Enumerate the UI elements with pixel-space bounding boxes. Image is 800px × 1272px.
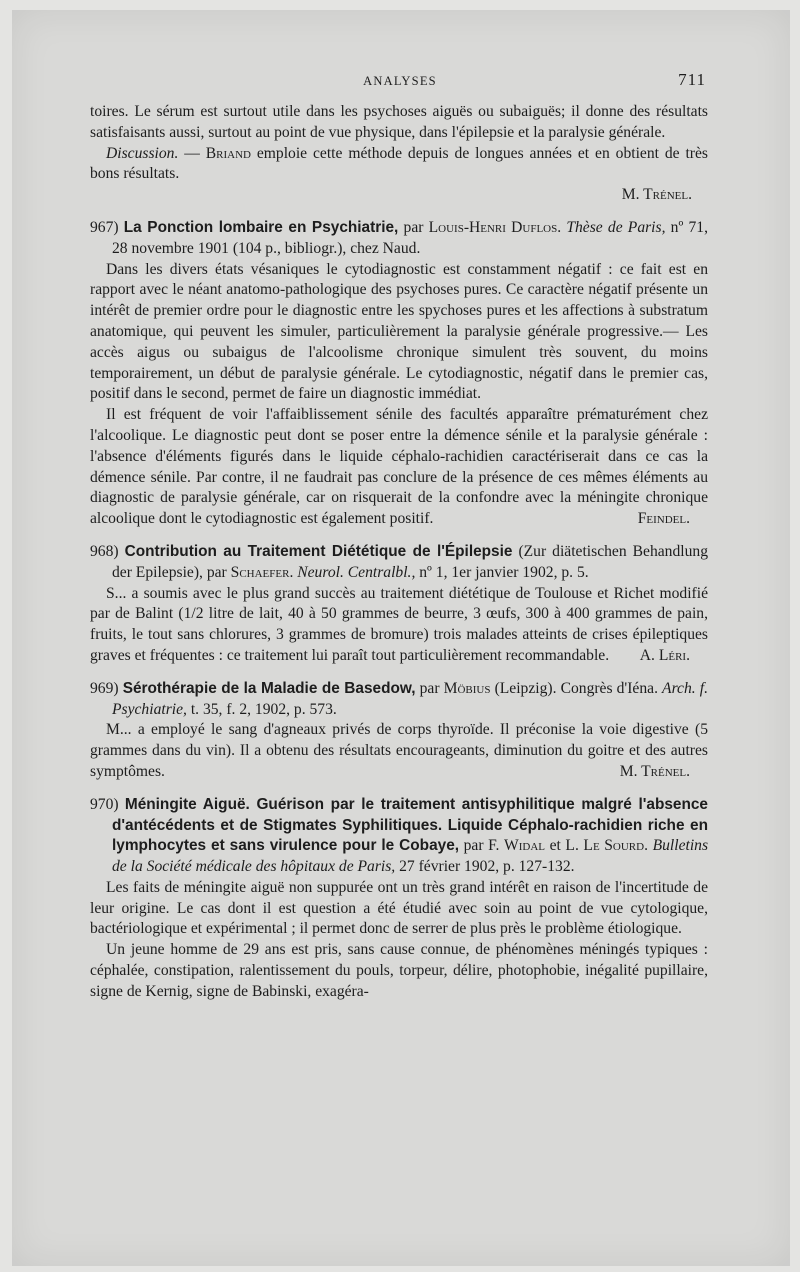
article-number: 969) <box>90 679 119 697</box>
article-title: Méningite Aiguë. Guérison par le traitement antisyphilitique malgré l'absence d'antécédents et de Stigmates Syphilitiques. Liquide Céphalo-rachidien riche en lymphocytes et sans virulence pour le Cobaye, <box>112 795 708 855</box>
signature: Feindel. <box>637 510 690 528</box>
article-details: 27 février 1902, p. 127-132. <box>395 858 575 876</box>
article-author-1: Widal <box>504 837 546 855</box>
article-paragraph <box>90 405 708 530</box>
article-source: Neurol. Centralbl., <box>297 563 416 581</box>
paragraph-continuation: toires. Le sérum est surtout utile dans les psychoses aiguës ou subaiguës; il donne des résultats satisfaisants aussi, surtout au point de vue physique, dans l'épilepsie et la paralysie générale. <box>90 103 708 141</box>
signature: M. Trénel. <box>619 762 690 780</box>
running-head: ANALYSES <box>363 74 437 88</box>
page-number: 711 <box>678 70 706 89</box>
article-title: La Ponction lombaire en Psychiatrie, <box>123 218 399 236</box>
article-number: 967) <box>90 218 119 236</box>
article-paragraph-text: Il est fréquent de voir l'affaiblissement sénile des facultés apparaître prématurément chez l'alcoolique. Le diagnostic peut dont se poser entre la démence sénile et la paralysie générale : l'absence d'éléments figurés dans le liquide céphalo-rachidien caractériserait dans ce cas la démence sénile. Par contre, il ne faudrait pas conclure de la présence de ces mêmes éléments au diagnostic de paralysie générale, car on risquerait de la confondre avec la méningite chronique alcoolique dont le cytodiagnostic est également positif. <box>90 406 708 528</box>
article-heading-970 <box>90 795 708 878</box>
article-number: 970) <box>90 795 119 813</box>
article-details-2: t. 35, f. 2, 1902, p. 573. <box>186 700 337 718</box>
discussion-text: emploie cette méthode depuis de longues années et en obtient de très bons résultats. <box>90 144 708 183</box>
article-paragraph <box>90 584 708 667</box>
article-paragraph <box>90 720 708 782</box>
article-details: (Leipzig). Congrès d'Iéna. <box>490 679 663 697</box>
discussion-dash: — <box>178 144 206 162</box>
discussion-paragraph <box>90 144 708 186</box>
article-source: Bulletins de la Société médicale des hôpitaux de Paris, <box>112 837 709 876</box>
article-heading-967 <box>90 218 708 260</box>
article-paragraph: Un jeune homme de 29 ans est pris, sans cause connue, de phénomènes méningés typiques : céphalée, constipation, ralentissement du pouls, torpeur, délire, photophobie, inégalité pupillaire, signe de Kernig, signe de Babinski, exagéra- <box>90 941 708 1000</box>
page-header <box>90 72 710 96</box>
article-heading-969 <box>90 679 708 721</box>
signature: A. Léri. <box>639 646 690 664</box>
article-by: par <box>415 679 444 697</box>
article-author-2: Le Sourd <box>583 837 645 855</box>
article-author: Louis-Henri Duflos <box>428 218 558 236</box>
article-source: Thèse de Paris, <box>566 218 666 236</box>
article-details: (Zur diätetischen Behandlung der Epilepsie), par <box>112 542 708 581</box>
article-sep: . <box>289 563 298 581</box>
article-number: 968) <box>90 542 119 560</box>
article-source: Arch. f. Psychiatrie, <box>112 679 708 718</box>
article-paragraph: Les faits de méningite aiguë non suppurée ont un très grand intérêt en raison de l'incertitude de leur origine. Le cas dont il est question a été étudié avec soin au point de vue cytologique, bactériologique et expérimental ; il permet donc de serrer de plus près le problème étiologique. <box>90 878 708 938</box>
article-paragraph-text: S... a soumis avec le plus grand succès au traitement diététique de Toulouse et Richet modifié par de Balint (1/2 litre de lait, 40 à 50 grammes de beurre, 3 œufs, 300 à 400 grammes de pain, fruits, le tout sans chlorures, 3 grammes de bromure) trois malades atteints de crises épileptiques graves et fréquentes : ce traitement lui paraît tout particulièrement recommandable. <box>90 584 708 664</box>
discussion-author: Briand <box>205 144 251 162</box>
article-and: et L. <box>545 837 584 855</box>
article-title: Sérothérapie de la Maladie de Basedow, <box>122 679 416 697</box>
signature-line <box>90 185 708 206</box>
article-author: Schaefer <box>230 563 290 581</box>
discussion-label: Discussion. <box>106 144 179 162</box>
article-title: Contribution au Traitement Diététique de l'Épilepsie <box>124 542 513 560</box>
article-by: par F. <box>459 837 505 855</box>
article-paragraph: Dans les divers états vésaniques le cytodiagnostic est constamment négatif : ce fait est en rapport avec le néant anatomo-pathologique des psychoses pures. Ce caractère négatif présente un intérêt de premier ordre pour le diagnostic entre les spychoses pures et les affections à substratum anatomique, qui peuvent les simuler, particulièrement la paralysie générale progressive.— Les accès aigus ou subaigus de l'alcoolisme chronique simulent très souvent, du moins temporairement, un début de paralysie générale. Le cytodiagnostic, négatif dans le premier cas, positif dans le second, permet de faire un diagnostic immédiat. <box>90 260 708 403</box>
signature: M. Trénel. <box>621 186 692 204</box>
article-sep: . <box>557 218 567 236</box>
article-sep: . <box>644 837 653 855</box>
article-author: Möbius <box>443 679 491 697</box>
article-details: nº 71, 28 novembre 1901 (104 p., bibliogr.), chez Naud. <box>112 218 708 257</box>
article-heading-968 <box>90 542 708 584</box>
article-by: par <box>398 218 429 236</box>
page-content <box>90 102 708 1003</box>
article-details-2: nº 1, 1er janvier 1902, p. 5. <box>415 563 589 581</box>
article-paragraph-text: M... a employé le sang d'agneaux privés de corps thyroïde. Il préconise la voie digestive (5 grammes dans du vin). Il a obtenu des résultats encourageants, diminution du goitre et des autres symptômes. <box>90 721 708 780</box>
